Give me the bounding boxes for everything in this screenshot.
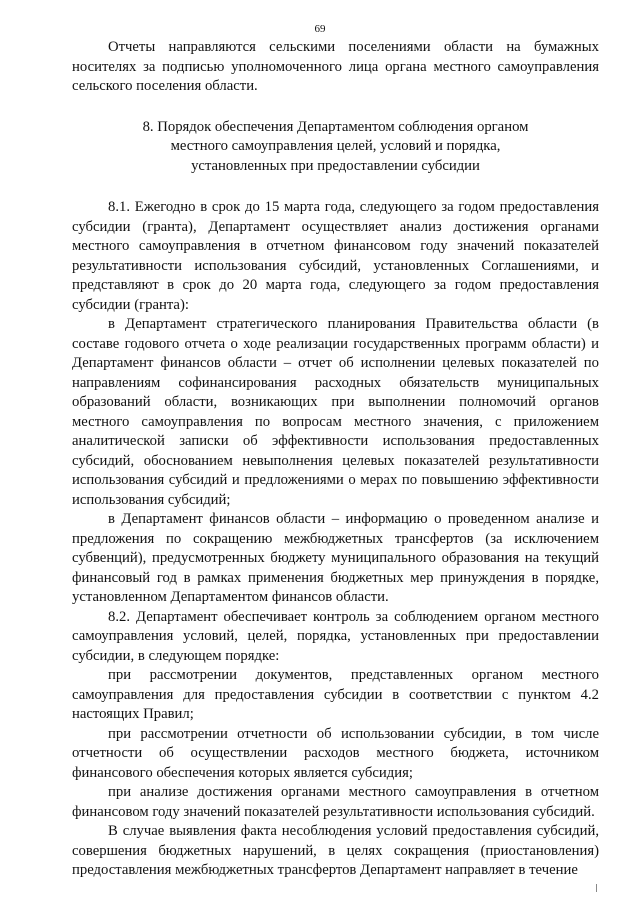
paragraph-8-2: 8.2. Департамент обеспечивает контроль за соблюдением органом местного самоуправления условий, целей, порядка, установленных при предоставлении субсидии, в следующем порядке: (72, 608, 599, 664)
page-body (72, 38, 599, 881)
scan-mark (596, 884, 597, 892)
paragraph-strategic-planning: в Департамент стратегического планирования Правительства области (в составе годового отчета о ходе реализации государственных программ области) и Департамент финансов области – отчет об исполнении целевых показателей по направлениям софинансирования расходных обязательств муниципальных образований области, возникающих при выполнении полномочий органов местного самоуправления по вопросам местного значения, с приложением аналитической записки об эффективности использования предоставленных субсидий, обоснованием невыполнения целевых показателей результативности использования субсидий и предложениями о мерах по повышению эффективности использования субсидий; (72, 316, 599, 508)
intro-paragraph: Отчеты направляются сельскими поселениями области на бумажных носителях за подписью уполномоченного лица органа местного самоуправления сельского поселения области. (72, 39, 599, 94)
paragraph-finance-department: в Департамент финансов области – информацию о проведенном анализе и предложения по сокращению межбюджетных трансфертов (за исключением субвенций), предусмотренных бюджету муниципального образования на текущий финансовый год в рамках применения бюджетных мер принуждения в порядке, установленном Департаментом финансов области. (72, 511, 599, 605)
paragraph-violations: В случае выявления факта несоблюдения условий предоставления субсидий, совершения бюджетных нарушений, в целях сокращения (приостановления) предоставления межбюджетных трансфертов Департамент направляет в течение (72, 823, 599, 878)
section-heading (72, 118, 599, 177)
paragraph-8-1: 8.1. Ежегодно в срок до 15 марта года, следующего за годом предоставления субсидии (гранта), Департамент осуществляет анализ достижения органами местного самоуправления в отчетном финансовом году значений показателей результативности использования субсидий, установленных Соглашениями, и представляют в срок до 20 марта года, следующего за годом предоставления субсидии (гранта): (72, 199, 599, 313)
paragraph-performance-analysis: при анализе достижения органами местного самоуправления в отчетном финансовом году значений показателей результативности использования субсидий. (72, 784, 599, 820)
paragraph-documents-review: при рассмотрении документов, представленных органом местного самоуправления для предоставления субсидии в соответствии с пунктом 4.2 настоящих Правил; (72, 667, 599, 722)
section-heading-line: местного самоуправления целей, условий и порядка, (170, 138, 501, 154)
section-heading-line: установленных при предоставлении субсидии (191, 157, 480, 174)
paragraph-reporting-review: при рассмотрении отчетности об использовании субсидии, в том числе отчетности об осуществлении расходов местного бюджета, источником финансового обеспечения которых является субсидия; (72, 725, 599, 781)
section-heading-line: 8. Порядок обеспечения Департаментом соблюдения органом (142, 118, 529, 135)
page-number: 69 (314, 23, 326, 35)
